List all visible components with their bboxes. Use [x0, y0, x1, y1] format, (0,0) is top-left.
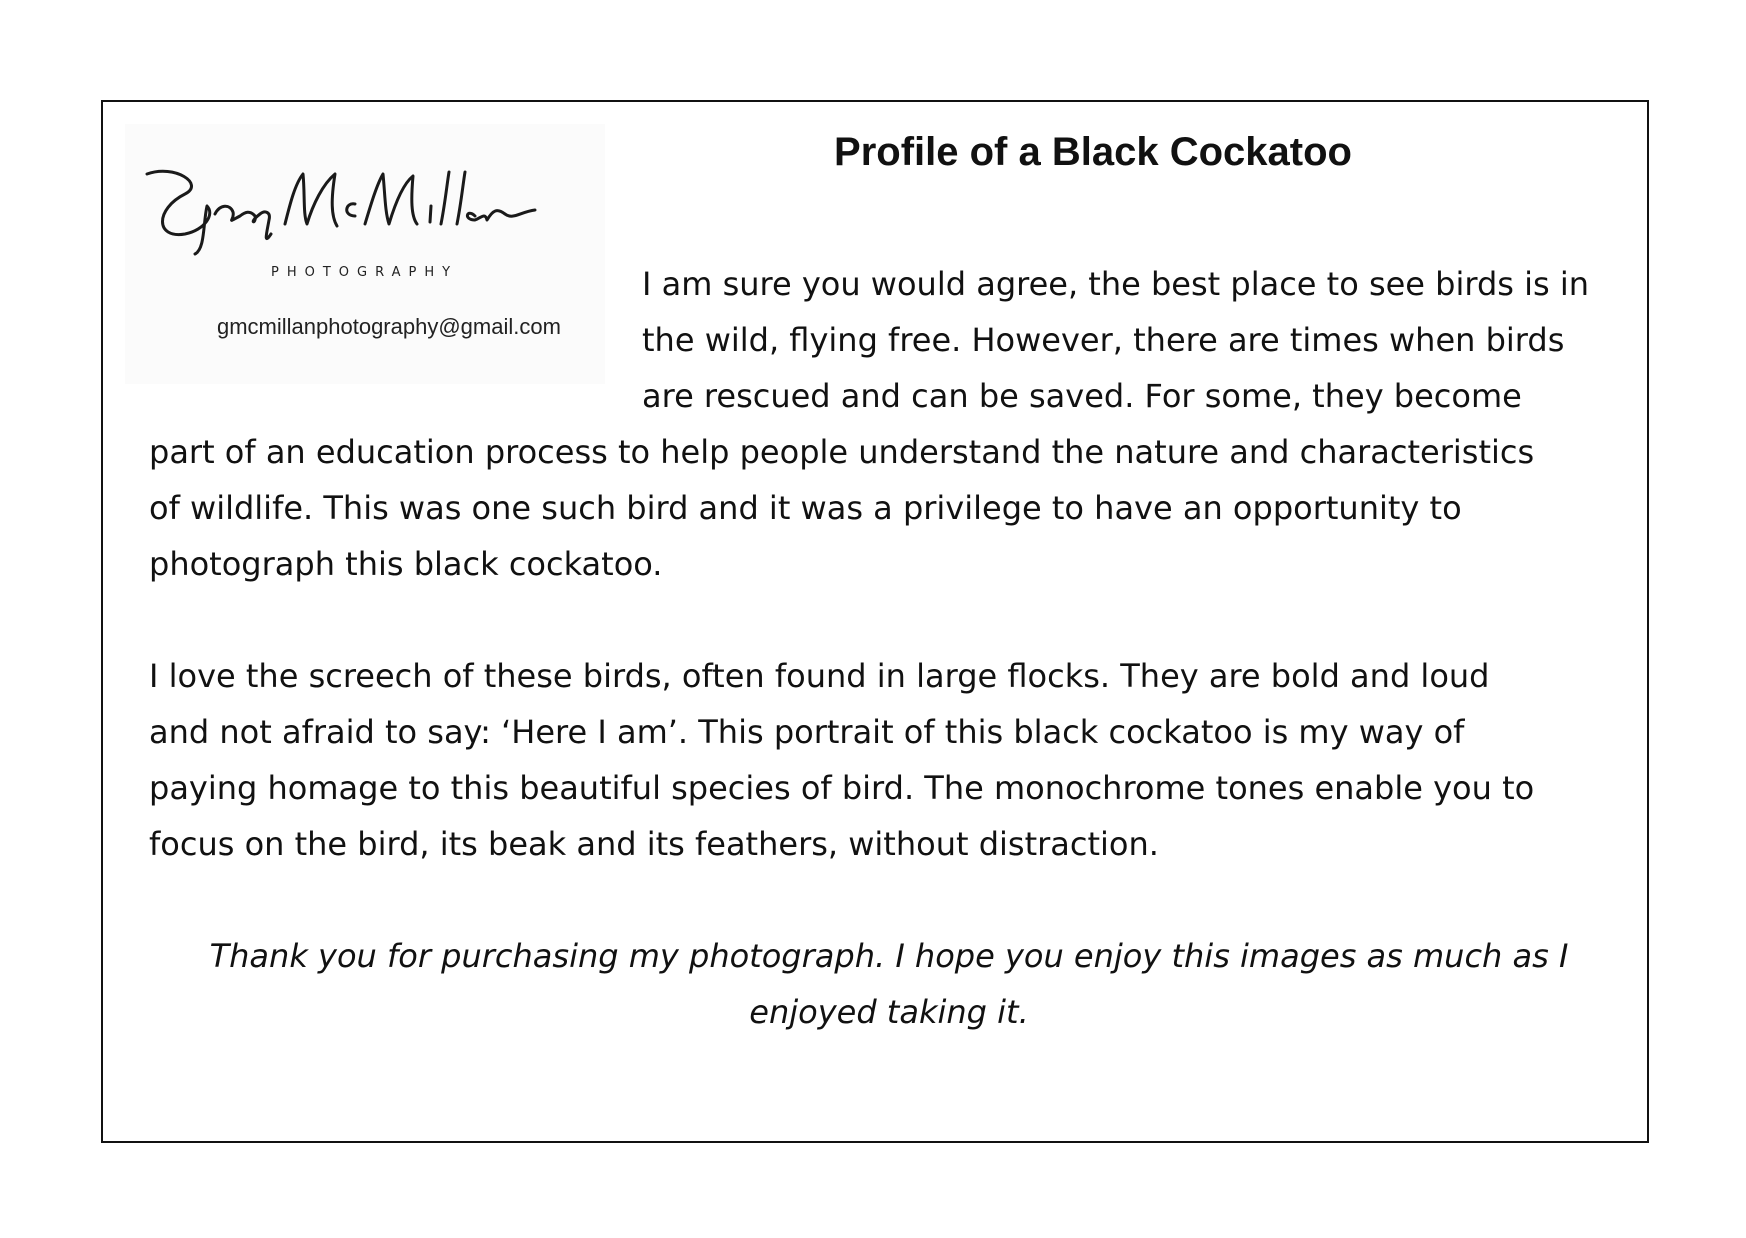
logo [125, 124, 605, 384]
thank-you-note [149, 928, 1629, 1040]
page-title: Profile of a Black Cockatoo [834, 130, 1352, 174]
paragraph-intro-bottom [149, 424, 1629, 592]
text-line: paying homage to this beautiful species of bird. The monochrome tones enable you to [149, 769, 1535, 807]
text-line: I am sure you would agree, the best place to see birds is in [642, 265, 1590, 303]
text-line: of wildlife. This was one such bird and it was a privilege to have an opportunity to [149, 489, 1462, 527]
signature-logo-icon [145, 154, 565, 264]
text-line: enjoyed taking it. [749, 993, 1029, 1031]
paragraph-portrait [149, 648, 1629, 872]
paragraph-intro-top [642, 256, 1642, 424]
text-line: Thank you for purchasing my photograph. I hope you enjoy this images as much as I [209, 937, 1569, 975]
text-line: are rescued and can be saved. For some, they become [642, 377, 1522, 415]
text-line: part of an education process to help people understand the nature and characteristics [149, 433, 1535, 471]
text-line: and not afraid to say: ‘Here I am’. This portrait of this black cockatoo is my way of [149, 713, 1465, 751]
logo-tagline: PHOTOGRAPHY [271, 265, 459, 280]
text-line: the wild, flying free. However, there are times when birds [642, 321, 1565, 359]
document-card [101, 100, 1649, 1143]
logo-email: gmcmillanphotography@gmail.com [217, 314, 561, 339]
text-line: focus on the bird, its beak and its feathers, without distraction. [149, 825, 1159, 863]
text-line: I love the screech of these birds, often found in large flocks. They are bold and loud [149, 657, 1490, 695]
text-line: photograph this black cockatoo. [149, 545, 663, 583]
